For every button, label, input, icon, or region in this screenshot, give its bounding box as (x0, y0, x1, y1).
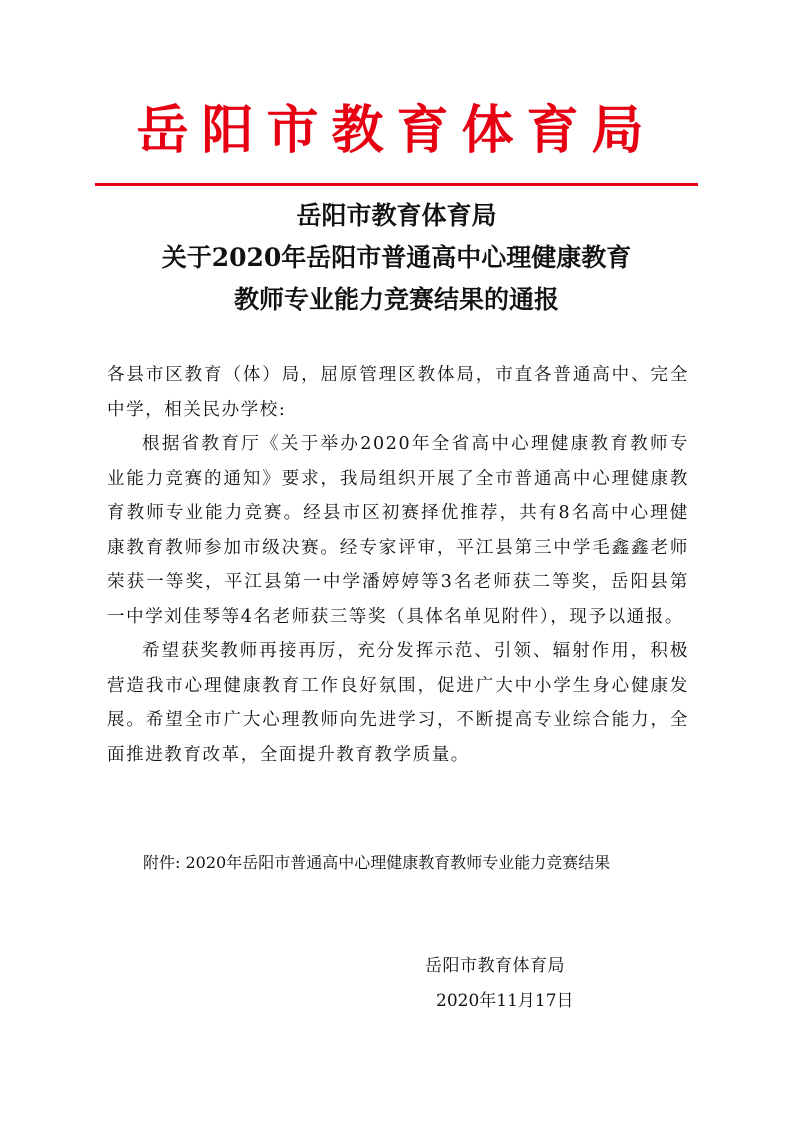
issuer-signature: 岳阳市教育体育局 (425, 956, 565, 976)
document-title-line-2: 关于2020年岳阳市普通高中心理健康教育 (161, 243, 632, 272)
attachment-note: 附件: 2020年岳阳市普通高中心理健康教育教师专业能力竞赛结果 (143, 853, 611, 872)
salutation: 各县市区教育（体）局，屈原管理区教体局，市直各普通高中、完全中学，相关民办学校: (107, 365, 689, 420)
document-title-line-3: 教师专业能力竞赛结果的通报 (233, 285, 559, 314)
issue-date: 2020年11月17日 (436, 991, 574, 1011)
document-title-line-1: 岳阳市教育体育局 (296, 201, 497, 230)
body-paragraph-2: 希望获奖教师再接再厉，充分发挥示范、引领、辐射作用，积极营造我市心理健康教育工作良好氛围，促进广大中小学生身心健康发展。希望全市广大心理教师向先进学习，不断提高专业综合能力，全面推进教育改革，全面提升教育教学质量。 (107, 641, 689, 765)
document-body (107, 358, 689, 772)
body-paragraph-1: 根据省教育厅《关于举办2020年全省高中心理健康教育教师专业能力竞赛的通知》要求，我局组织开展了全市普通高中心理健康教育教师专业能力竞赛。经县市区初赛择优推荐，共有8名高中心理健康教育教师参加市级决赛。经专家评审，平江县第三中学毛鑫鑫老师荣获一等奖，平江县第一中学潘婷婷等3名老师获二等奖，岳阳县第一中学刘佳琴等4名老师获三等奖（具体名单见附件），现予以通报。 (107, 434, 689, 627)
letterhead-red-rule (95, 183, 698, 186)
letterhead-title: 岳阳市教育体育局 (136, 100, 657, 161)
